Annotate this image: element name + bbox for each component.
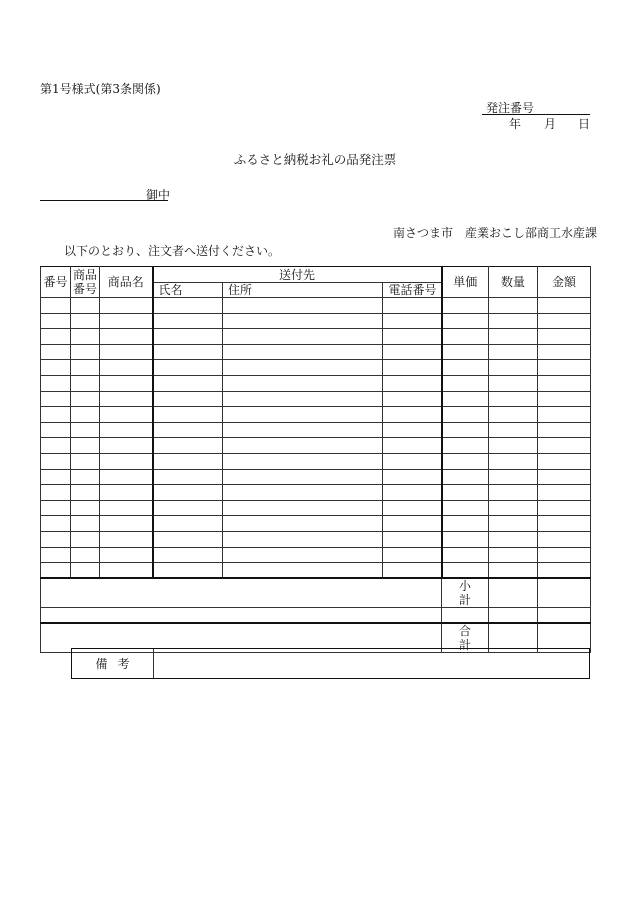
cell-phone[interactable] xyxy=(383,313,442,329)
cell-address[interactable] xyxy=(223,375,383,391)
shipping-amount[interactable] xyxy=(538,608,591,623)
subtotal-label: 小 計 xyxy=(442,578,489,608)
cell-quantity[interactable] xyxy=(489,407,538,423)
cell-item-name[interactable] xyxy=(100,485,153,501)
cell-unit-price[interactable] xyxy=(442,547,489,563)
cell-number[interactable] xyxy=(41,329,71,345)
cell-address[interactable] xyxy=(223,531,383,547)
cell-name[interactable] xyxy=(153,407,223,423)
header-name: 氏名 xyxy=(153,283,223,298)
cell-name[interactable] xyxy=(153,438,223,454)
cell-address[interactable] xyxy=(223,516,383,532)
table-row xyxy=(41,344,591,360)
header-phone: 電話番号 xyxy=(383,283,442,298)
cell-unit-price[interactable] xyxy=(442,422,489,438)
cell-number[interactable] xyxy=(41,500,71,516)
table-row xyxy=(41,531,591,547)
cell-item-name[interactable] xyxy=(100,531,153,547)
cell-address[interactable] xyxy=(223,422,383,438)
table-row xyxy=(41,391,591,407)
cell-item-code[interactable] xyxy=(71,422,100,438)
cell-name[interactable] xyxy=(153,469,223,485)
cell-address[interactable] xyxy=(223,547,383,563)
cell-quantity[interactable] xyxy=(489,547,538,563)
cell-item-code[interactable] xyxy=(71,407,100,423)
cell-item-code[interactable] xyxy=(71,531,100,547)
cell-quantity[interactable] xyxy=(489,500,538,516)
cell-unit-price[interactable] xyxy=(442,407,489,423)
cell-phone[interactable] xyxy=(383,391,442,407)
cell-unit-price[interactable] xyxy=(442,298,489,314)
cell-quantity[interactable] xyxy=(489,469,538,485)
cell-unit-price[interactable] xyxy=(442,344,489,360)
cell-phone[interactable] xyxy=(383,516,442,532)
cell-amount[interactable] xyxy=(538,563,591,579)
cell-number[interactable] xyxy=(41,547,71,563)
shipping-row xyxy=(41,608,591,623)
cell-amount[interactable] xyxy=(538,422,591,438)
form-number: 第1号様式(第3条関係) xyxy=(40,82,161,96)
cell-quantity[interactable] xyxy=(489,453,538,469)
cell-amount[interactable] xyxy=(538,438,591,454)
cell-item-code[interactable] xyxy=(71,298,100,314)
cell-name[interactable] xyxy=(153,547,223,563)
table-row xyxy=(41,422,591,438)
date-year-label: 年 xyxy=(509,117,522,131)
issuer-department: 南さつま市 産業おこし部商工水産課 xyxy=(393,226,598,240)
date-month-label: 月 xyxy=(544,117,557,131)
cell-unit-price[interactable] xyxy=(442,453,489,469)
shipping-quantity[interactable] xyxy=(489,608,538,623)
cell-item-name[interactable] xyxy=(100,298,153,314)
cell-number[interactable] xyxy=(41,516,71,532)
table-row xyxy=(41,453,591,469)
cell-number[interactable] xyxy=(41,563,71,579)
cell-quantity[interactable] xyxy=(489,329,538,345)
cell-address[interactable] xyxy=(223,485,383,501)
cell-name[interactable] xyxy=(153,516,223,532)
cell-amount[interactable] xyxy=(538,313,591,329)
cell-address[interactable] xyxy=(223,329,383,345)
cell-quantity[interactable] xyxy=(489,516,538,532)
cell-item-code[interactable] xyxy=(71,375,100,391)
header-amount: 金額 xyxy=(538,267,591,298)
table-row xyxy=(41,469,591,485)
cell-name[interactable] xyxy=(153,422,223,438)
cell-address[interactable] xyxy=(223,438,383,454)
cell-phone[interactable] xyxy=(383,407,442,423)
cell-amount[interactable] xyxy=(538,531,591,547)
cell-unit-price[interactable] xyxy=(442,500,489,516)
subtotal-quantity[interactable] xyxy=(489,578,538,608)
cell-quantity[interactable] xyxy=(489,391,538,407)
cell-item-code[interactable] xyxy=(71,485,100,501)
header-unit-price: 単価 xyxy=(442,267,489,298)
cell-item-name[interactable] xyxy=(100,407,153,423)
cell-item-code[interactable] xyxy=(71,563,100,579)
subtotal-blank xyxy=(41,578,442,608)
cell-name[interactable] xyxy=(153,313,223,329)
subtotal-amount[interactable] xyxy=(538,578,591,608)
cell-name[interactable] xyxy=(153,344,223,360)
cell-amount[interactable] xyxy=(538,469,591,485)
cell-item-name[interactable] xyxy=(100,313,153,329)
table-row xyxy=(41,516,591,532)
cell-phone[interactable] xyxy=(383,485,442,501)
cell-number[interactable] xyxy=(41,453,71,469)
cell-address[interactable] xyxy=(223,469,383,485)
cell-item-code[interactable] xyxy=(71,547,100,563)
table-row xyxy=(41,563,591,579)
cell-address[interactable] xyxy=(223,298,383,314)
cell-address[interactable] xyxy=(223,500,383,516)
cell-phone[interactable] xyxy=(383,563,442,579)
cell-quantity[interactable] xyxy=(489,422,538,438)
cell-item-code[interactable] xyxy=(71,516,100,532)
cell-address[interactable] xyxy=(223,360,383,376)
cell-item-name[interactable] xyxy=(100,375,153,391)
cell-address[interactable] xyxy=(223,453,383,469)
header-number: 番号 xyxy=(41,267,71,298)
cell-unit-price[interactable] xyxy=(442,313,489,329)
cell-phone[interactable] xyxy=(383,547,442,563)
cell-unit-price[interactable] xyxy=(442,391,489,407)
remarks-field[interactable] xyxy=(154,649,589,678)
cell-quantity[interactable] xyxy=(489,298,538,314)
cell-name[interactable] xyxy=(153,531,223,547)
cell-amount[interactable] xyxy=(538,500,591,516)
cell-item-code[interactable] xyxy=(71,469,100,485)
cell-phone[interactable] xyxy=(383,344,442,360)
cell-amount[interactable] xyxy=(538,485,591,501)
shipping-blank xyxy=(41,608,442,623)
cell-item-name[interactable] xyxy=(100,547,153,563)
table-row xyxy=(41,485,591,501)
cell-quantity[interactable] xyxy=(489,344,538,360)
header-quantity: 数量 xyxy=(489,267,538,298)
cell-unit-price[interactable] xyxy=(442,516,489,532)
cell-unit-price[interactable] xyxy=(442,360,489,376)
header-address: 住所 xyxy=(223,283,383,298)
cell-item-code[interactable] xyxy=(71,500,100,516)
cell-number[interactable] xyxy=(41,422,71,438)
cell-item-code[interactable] xyxy=(71,360,100,376)
cell-address[interactable] xyxy=(223,344,383,360)
cell-unit-price[interactable] xyxy=(442,563,489,579)
date-day-label: 日 xyxy=(578,117,591,131)
order-number-field[interactable] xyxy=(482,114,590,115)
cell-item-name[interactable] xyxy=(100,360,153,376)
cell-number[interactable] xyxy=(41,360,71,376)
table-row xyxy=(41,375,591,391)
cell-amount[interactable] xyxy=(538,391,591,407)
cell-number[interactable] xyxy=(41,407,71,423)
cell-phone[interactable] xyxy=(383,298,442,314)
cell-amount[interactable] xyxy=(538,547,591,563)
cell-name[interactable] xyxy=(153,453,223,469)
cell-phone[interactable] xyxy=(383,360,442,376)
cell-name[interactable] xyxy=(153,298,223,314)
cell-item-name[interactable] xyxy=(100,422,153,438)
cell-quantity[interactable] xyxy=(489,360,538,376)
cell-number[interactable] xyxy=(41,375,71,391)
cell-number[interactable] xyxy=(41,344,71,360)
cell-quantity[interactable] xyxy=(489,438,538,454)
cell-number[interactable] xyxy=(41,469,71,485)
table-row xyxy=(41,547,591,563)
cell-address[interactable] xyxy=(223,391,383,407)
header-item-name: 商品名 xyxy=(100,267,153,298)
cell-phone[interactable] xyxy=(383,375,442,391)
cell-number[interactable] xyxy=(41,298,71,314)
cell-item-name[interactable] xyxy=(100,344,153,360)
cell-number[interactable] xyxy=(41,313,71,329)
total-label: 合 計 xyxy=(442,623,489,653)
addressee-suffix: 御中 xyxy=(146,188,171,202)
cell-unit-price[interactable] xyxy=(442,375,489,391)
cell-unit-price[interactable] xyxy=(442,438,489,454)
cell-amount[interactable] xyxy=(538,453,591,469)
table-row xyxy=(41,313,591,329)
cell-quantity[interactable] xyxy=(489,531,538,547)
cell-item-code[interactable] xyxy=(71,313,100,329)
cell-amount[interactable] xyxy=(538,329,591,345)
cell-quantity[interactable] xyxy=(489,313,538,329)
cell-item-code[interactable] xyxy=(71,329,100,345)
cell-phone[interactable] xyxy=(383,531,442,547)
cell-address[interactable] xyxy=(223,407,383,423)
cell-name[interactable] xyxy=(153,485,223,501)
cell-item-name[interactable] xyxy=(100,516,153,532)
cell-amount[interactable] xyxy=(538,407,591,423)
header-ship-to: 送付先 xyxy=(153,267,442,283)
cell-phone[interactable] xyxy=(383,329,442,345)
cell-amount[interactable] xyxy=(538,298,591,314)
cell-unit-price[interactable] xyxy=(442,485,489,501)
cell-phone[interactable] xyxy=(383,422,442,438)
cell-item-name[interactable] xyxy=(100,329,153,345)
cell-item-name[interactable] xyxy=(100,563,153,579)
cell-item-name[interactable] xyxy=(100,453,153,469)
cell-amount[interactable] xyxy=(538,360,591,376)
cell-name[interactable] xyxy=(153,563,223,579)
document-title: ふるさと納税お礼の品発注票 xyxy=(233,152,397,167)
cell-amount[interactable] xyxy=(538,375,591,391)
cell-name[interactable] xyxy=(153,329,223,345)
cell-quantity[interactable] xyxy=(489,563,538,579)
cell-phone[interactable] xyxy=(383,469,442,485)
remarks-box xyxy=(71,648,590,679)
order-table xyxy=(40,266,591,653)
subtotal-row xyxy=(41,578,591,608)
intro-text: 以下のとおり、注文者へ送付ください。 xyxy=(64,244,281,258)
cell-amount[interactable] xyxy=(538,344,591,360)
cell-item-code[interactable] xyxy=(71,344,100,360)
cell-phone[interactable] xyxy=(383,453,442,469)
cell-name[interactable] xyxy=(153,391,223,407)
cell-item-name[interactable] xyxy=(100,469,153,485)
table-row xyxy=(41,500,591,516)
cell-item-code[interactable] xyxy=(71,453,100,469)
header-item-code-line2: 番号 xyxy=(72,282,97,296)
cell-name[interactable] xyxy=(153,375,223,391)
header-item-code-line1: 商品 xyxy=(72,268,97,282)
cell-number[interactable] xyxy=(41,438,71,454)
header-item-code xyxy=(71,267,100,298)
table-row xyxy=(41,298,591,314)
cell-item-name[interactable] xyxy=(100,391,153,407)
cell-number[interactable] xyxy=(41,485,71,501)
cell-unit-price[interactable] xyxy=(442,469,489,485)
cell-item-name[interactable] xyxy=(100,438,153,454)
table-row xyxy=(41,407,591,423)
table-row xyxy=(41,438,591,454)
cell-unit-price[interactable] xyxy=(442,329,489,345)
cell-item-code[interactable] xyxy=(71,438,100,454)
cell-item-name[interactable] xyxy=(100,500,153,516)
cell-name[interactable] xyxy=(153,500,223,516)
cell-phone[interactable] xyxy=(383,438,442,454)
cell-address[interactable] xyxy=(223,563,383,579)
cell-quantity[interactable] xyxy=(489,375,538,391)
table-row xyxy=(41,329,591,345)
cell-name[interactable] xyxy=(153,360,223,376)
cell-unit-price[interactable] xyxy=(442,531,489,547)
remarks-label: 備考 xyxy=(72,649,154,678)
cell-address[interactable] xyxy=(223,313,383,329)
shipping-label xyxy=(442,608,489,623)
cell-item-code[interactable] xyxy=(71,391,100,407)
cell-amount[interactable] xyxy=(538,516,591,532)
table-row xyxy=(41,360,591,376)
cell-number[interactable] xyxy=(41,391,71,407)
order-number-label: 発注番号 xyxy=(486,101,535,115)
cell-number[interactable] xyxy=(41,531,71,547)
cell-phone[interactable] xyxy=(383,500,442,516)
cell-quantity[interactable] xyxy=(489,485,538,501)
